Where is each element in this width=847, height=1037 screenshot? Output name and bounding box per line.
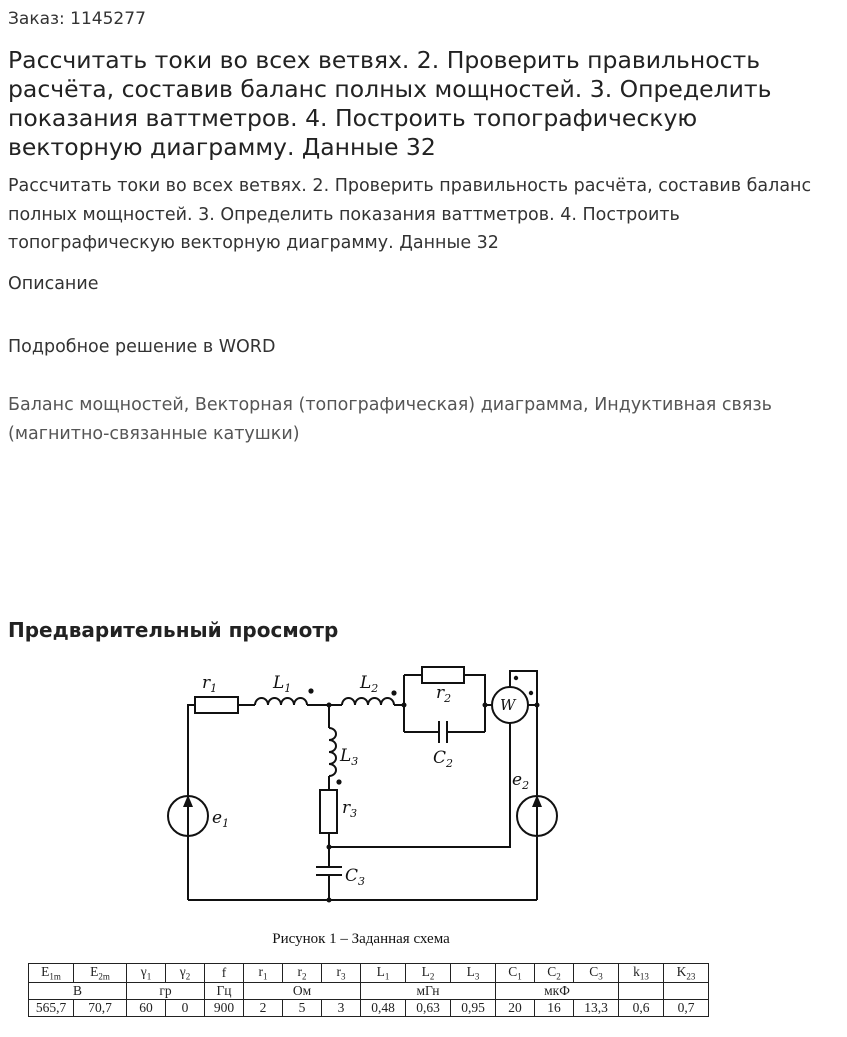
table-header-row	[29, 964, 709, 983]
table-value-cell: 0,95	[451, 999, 496, 1016]
circuit-diagram	[0, 655, 847, 935]
label-L2: $L_2$	[360, 673, 379, 695]
table-value-cell: 20	[496, 999, 535, 1016]
label-C3: $C_3$	[345, 866, 366, 888]
table-value-cell: 60	[127, 999, 166, 1016]
label-C2: $C_2$	[433, 748, 454, 770]
table-header-cell: $r_2$	[283, 964, 322, 983]
label-r3: $r_3$	[342, 798, 358, 820]
figure-caption: Рисунок 1 – Заданная схема	[272, 931, 450, 947]
table-value-cell: 0,6	[619, 999, 664, 1016]
table-header-cell: $r_3$	[322, 964, 361, 983]
table-unit-cell	[664, 982, 709, 999]
page-title: Рассчитать токи во всех ветвях. 2. Проверить правильность расчёта, составив баланс полных мощностей. 3. Определить показания ваттметров. 4. Построить топографическую векторную диаграмму. Данные 32	[8, 46, 772, 161]
table-header-cell: $r_1$	[244, 964, 283, 983]
table-value-cell: 565,7	[29, 999, 74, 1016]
solution-note: Подробное решение в WORD	[8, 337, 276, 357]
table-value-cell: 70,7	[74, 999, 127, 1016]
table-unit-cell: мкФ	[496, 982, 619, 999]
table-value-cell: 5	[283, 999, 322, 1016]
table-header-cell: $E_{1m}$	[29, 964, 74, 983]
preview-heading: Предварительный просмотр	[8, 618, 339, 642]
tag-vector-diagram[interactable]: Векторная (топографическая) диаграмма	[194, 395, 584, 415]
resistor-r3	[320, 790, 337, 833]
table-value-cell: 0	[166, 999, 205, 1016]
table-units-row	[29, 982, 709, 999]
table-unit-cell	[619, 982, 664, 999]
table-unit-cell: мГн	[361, 982, 496, 999]
label-W: W	[500, 696, 516, 714]
table-header-cell: $k_{13}$	[619, 964, 664, 983]
capacitor-C3	[316, 867, 342, 875]
tag-list: Баланс мощностей, Векторная (топографическая) диаграмма, Индуктивная связь (магнитно-связанные катушки)	[8, 395, 772, 444]
table-unit-cell: Гц	[205, 982, 244, 999]
table-header-cell: $E_{2m}$	[74, 964, 127, 983]
table-header-cell: $\gamma_2$	[166, 964, 205, 983]
label-e1: $e_1$	[212, 808, 230, 830]
table-header-cell: $C_1$	[496, 964, 535, 983]
tag-power-balance[interactable]: Баланс мощностей	[8, 395, 184, 415]
label-r2: $r_2$	[436, 683, 452, 705]
table-value-cell: 0,7	[664, 999, 709, 1016]
table-header-cell: f	[205, 964, 244, 983]
table-header-cell: $L_2$	[406, 964, 451, 983]
resistor-r1	[195, 697, 238, 713]
label-e2: $e_2$	[512, 770, 530, 792]
table-value-cell: 16	[535, 999, 574, 1016]
order-number: Заказ: 1145277	[8, 9, 146, 29]
table-value-cell: 2	[244, 999, 283, 1016]
table-value-cell: 900	[205, 999, 244, 1016]
table-header-cell: $L_3$	[451, 964, 496, 983]
resistor-r2	[422, 667, 464, 683]
table-value-cell: 0,63	[406, 999, 451, 1016]
inductor-L3	[329, 728, 336, 776]
table-header-cell: $C_3$	[574, 964, 619, 983]
inductor-L1	[255, 698, 307, 705]
table-unit-cell: гр	[127, 982, 205, 999]
product-description: Рассчитать токи во всех ветвях. 2. Проверить правильность расчёта, составив баланс полных мощностей. 3. Определить показания ваттметров. 4. Построить топографическую векторную диаграмму. Данные 32	[8, 176, 812, 253]
table-header-cell: $C_2$	[535, 964, 574, 983]
table-header-cell: $K_{23}$	[664, 964, 709, 983]
section-heading-description: Описание	[8, 274, 99, 294]
table-unit-cell: Ом	[244, 982, 361, 999]
label-L1: $L_1$	[273, 673, 292, 695]
table-value-cell: 13,3	[574, 999, 619, 1016]
table-values-row	[29, 999, 709, 1016]
label-r1: $r_1$	[202, 673, 218, 695]
inductor-L2	[342, 698, 394, 705]
table-value-cell: 0,48	[361, 999, 406, 1016]
table-header-cell: $\gamma_1$	[127, 964, 166, 983]
label-L3: $L_3$	[340, 746, 359, 768]
table-unit-cell: В	[29, 982, 127, 999]
parameters-table	[28, 963, 709, 1017]
tag-inductive-coupling[interactable]: Индуктивная связь (магнитно-связанные катушки)	[8, 395, 772, 444]
table-value-cell: 3	[322, 999, 361, 1016]
capacitor-C2	[439, 721, 447, 743]
table-header-cell: $L_1$	[361, 964, 406, 983]
